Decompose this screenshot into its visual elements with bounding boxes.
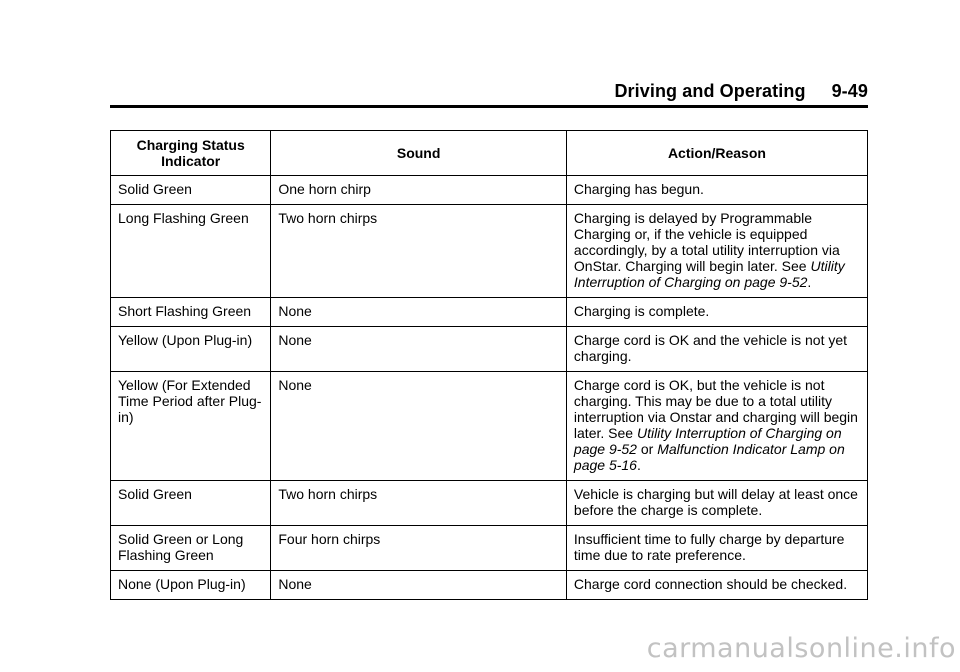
watermark: carmanualsonline.info — [646, 633, 956, 664]
action-text: Charging is delayed by Programmable Charging or, if the vehicle is equipped accordingly, by a total utility interruption via OnStar. Charging will begin later. See — [573, 210, 840, 274]
indicator-cell: Yellow (Upon Plug-in) — [111, 327, 271, 372]
action-cell: Charging has begun. — [566, 176, 867, 205]
action-text-end: . — [636, 457, 641, 473]
indicator-cell: Solid Green — [111, 176, 271, 205]
table-row — [111, 176, 868, 205]
page-number: 9-49 — [831, 81, 868, 101]
action-text-end: . — [807, 274, 812, 290]
action-cell — [566, 205, 867, 298]
table-row — [111, 327, 868, 372]
action-cell: Charging is complete. — [566, 298, 867, 327]
sound-cell: One horn chirp — [271, 176, 567, 205]
table-row — [111, 481, 868, 526]
indicator-cell: Solid Green — [111, 481, 271, 526]
column-header-indicator: Charging Status Indicator — [111, 131, 271, 176]
column-header-action: Action/Reason — [566, 131, 867, 176]
section-title: Driving and Operating — [614, 81, 806, 101]
indicator-cell: Long Flashing Green — [111, 205, 271, 298]
cross-reference: Utility Interruption of Charging on page 9-52 — [573, 258, 845, 290]
action-cell: Vehicle is charging but will delay at least once before the charge is complete. — [566, 481, 867, 526]
action-cell: Charge cord is OK and the vehicle is not yet charging. — [566, 327, 867, 372]
page-header — [110, 81, 868, 108]
table-row — [111, 298, 868, 327]
table-header-row — [111, 131, 868, 176]
action-cell: Insufficient time to fully charge by departure time due to rate preference. — [566, 526, 867, 571]
table-row — [111, 526, 868, 571]
running-header — [614, 81, 868, 102]
table-row — [111, 571, 868, 600]
indicator-cell: Solid Green or Long Flashing Green — [111, 526, 271, 571]
action-cell: Charge cord connection should be checked. — [566, 571, 867, 600]
cross-reference: Malfunction Indicator Lamp on page 5-16 — [573, 441, 845, 473]
sound-cell: Two horn chirps — [271, 205, 567, 298]
column-header-sound: Sound — [271, 131, 567, 176]
sound-cell: None — [271, 571, 567, 600]
sound-cell: Four horn chirps — [271, 526, 567, 571]
charging-status-table — [110, 130, 868, 600]
table-row — [111, 372, 868, 481]
table-row — [111, 205, 868, 298]
indicator-cell: None (Upon Plug-in) — [111, 571, 271, 600]
sound-cell: None — [271, 327, 567, 372]
action-cell — [566, 372, 867, 481]
action-text: Charge cord is OK, but the vehicle is not charging. This may be due to a total utility interruption via Onstar and charging will begin later. See — [573, 377, 858, 441]
sound-cell: None — [271, 372, 567, 481]
indicator-cell: Short Flashing Green — [111, 298, 271, 327]
action-text-mid: or — [636, 441, 658, 457]
sound-cell: None — [271, 298, 567, 327]
indicator-cell: Yellow (For Extended Time Period after Plug-in) — [111, 372, 271, 481]
cross-reference: Utility Interruption of Charging on page 9-52 — [573, 425, 842, 457]
sound-cell: Two horn chirps — [271, 481, 567, 526]
